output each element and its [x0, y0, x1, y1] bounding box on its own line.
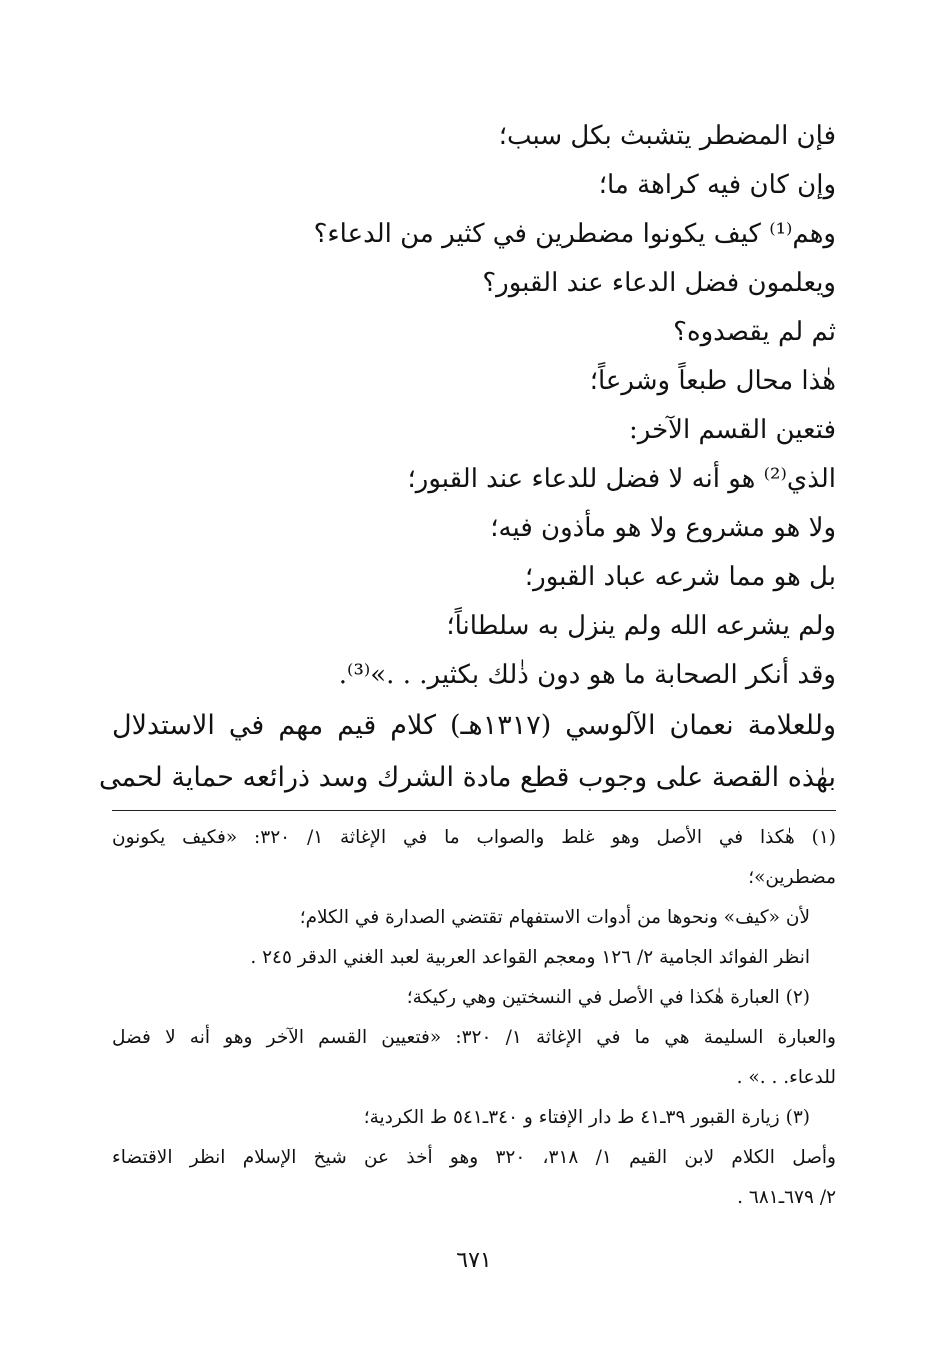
paragraph-line: بهٰذه القصة على وجوب قطع مادة الشرك وسد ذرائعه حماية لحمى — [99, 762, 836, 793]
text-line: ولا هو مشروع ولا هو مأذون فيه؛ — [490, 513, 836, 543]
footnote-line: (١) هٰكذا في الأصل وهو غلط والصواب ما في الإغاثة ١/ ٣٢٠: «فكيف يكونون — [112, 827, 837, 848]
page-number: ٦٧١ — [456, 1248, 492, 1273]
footnote-line: وأصل الكلام لابن القيم ١/ ٣١٨، ٣٢٠ وهو أخذ عن شيخ الإسلام انظر الاقتضاء — [112, 1147, 836, 1168]
text-line: وهم⁽¹⁾ كيف يكونوا مضطرين في كثير من الدعاء؟ — [313, 219, 836, 249]
paragraph-line: وللعلامة نعمان الآلوسي (١٣١٧هـ) كلام قيم مهم في الاستدلال — [112, 710, 837, 741]
main-text — [96, 112, 836, 804]
footnote-line: والعبارة السليمة هي ما في الإغاثة ١/ ٣٢٠: «فتعيين القسم الآخر وهو أنه لا فضل — [112, 1027, 836, 1048]
footnote-line: انظر الفوائد الجامية ٢/ ١٢٦ ومعجم القواعد العربية لعبد الغني الدقر ٢٤٥ . — [250, 947, 810, 968]
text-line: فتعين القسم الآخر: — [628, 415, 836, 445]
footnote-line: ٢/ ٦٧٩ـ٦٨١ . — [737, 1187, 836, 1208]
text-line: ويعلمون فضل الدعاء عند القبور؟ — [482, 268, 836, 298]
footnote-separator — [112, 810, 836, 811]
text-line: وقد أنكر الصحابة ما هو دون ذٰلك بكثير. . .»⁽³⁾. — [338, 660, 836, 690]
text-line: وإن كان فيه كراهة ما؛ — [598, 170, 836, 200]
text-line: ولم يشرعه الله ولم ينزل به سلطاناً؛ — [446, 611, 836, 641]
footnote-line: (٣) زيارة القبور ٣٩ـ٤١ ط دار الإفتاء و ٣٤٠ـ٥٤١ ط الكردية؛ — [363, 1107, 810, 1128]
footnote-line: (٢) العبارة هٰكذا في الأصل في النسختين وهي ركيكة؛ — [406, 987, 810, 1008]
text-line: بل هو مما شرعه عباد القبور؛ — [524, 562, 836, 592]
footnote-line: مضطرين»؛ — [748, 867, 836, 888]
footnote-line: لأن «كيف» ونحوها من أدوات الاستفهام تقتضي الصدارة في الكلام؛ — [299, 907, 810, 928]
footnote-line: للدعاء. . .» . — [736, 1067, 836, 1088]
text-line: ثم لم يقصدوه؟ — [673, 317, 836, 347]
text-line: هٰذا محال طبعاً وشرعاً؛ — [589, 366, 836, 396]
text-line: فإن المضطر يتشبث بكل سبب؛ — [498, 121, 836, 151]
footnotes — [112, 818, 836, 1218]
text-line: الذي⁽²⁾ هو أنه لا فضل للدعاء عند القبور؛ — [407, 464, 836, 494]
